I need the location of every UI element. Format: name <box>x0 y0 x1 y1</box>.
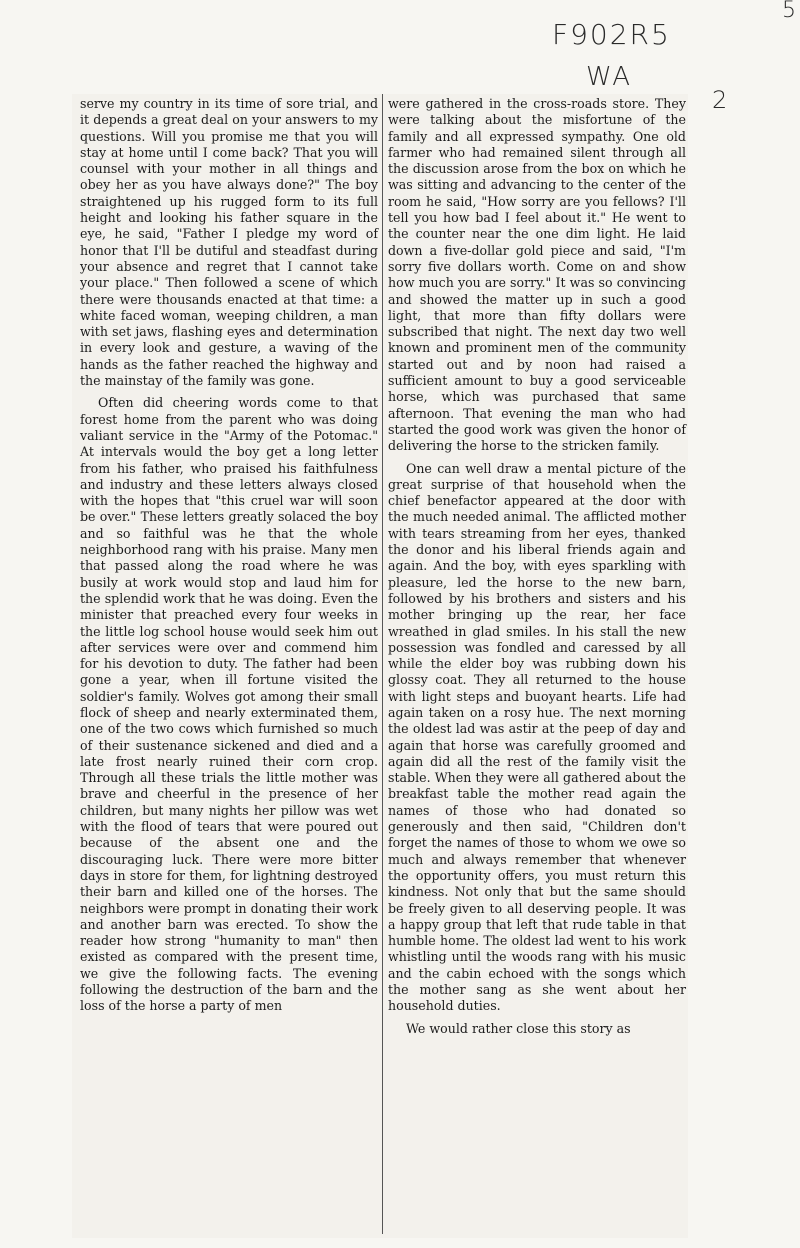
file-code-annotation: F902R5 <box>552 18 671 51</box>
newspaper-clipping <box>72 94 688 1238</box>
column-divider <box>382 94 383 1234</box>
paragraph: We would rather close this story as <box>406 1020 631 1036</box>
paragraph: One can well draw a mental picture of the great surprise of that household when the chief benefactor appeared at the door with the much needed animal. The afflicted mother with tears streaming from her eyes, thanked the donor and his liberal friends again and again. And the boy, with eyes sparkling with pleasure, led the horse to the new barn, followed by his brothers and sisters and his mother bringing up the rear, her face wreathed in glad smiles. In his stall the new possession was fondled and caressed by all while the elder boy was rubbing down his glossy coat. They all returned to the house with light steps and buoyant hearts. Life had again taken on a rosy hue. The next morning the oldest lad was astir at the peep of day and again that horse was carefully groomed and again did all the rest of the family visit the stable. When they were all gathered about the breakfast table the mother read again the names of those who had donated so generously and then said, "Children don't forget the names of those to whom we owe so much and always remember that whenever the opportunity offers, you must return this kindness. Not only that but the same should be freely given to all deserving people. It was a happy group that left that rude table in that humble home. The oldest lad went to his work whistling until the woods rang with his music and the cabin echoed with the songs which the mother sang as she went about her household duties. <box>388 460 686 1014</box>
left-column <box>80 96 378 1015</box>
paragraph: Often did cheering words come to that forest home from the parent who was doing valiant service in the "Army of the Potomac." At intervals would the boy get a long letter from his father, who praised his faithfulness and industry and these letters always closed with the hopes that "this cruel war will soon be over." These letters greatly solaced the boy and so faithful was he that the whole neighborhood rang with his praise. Many men that passed along the road where he was busily at work would stop and laud him for the splendid work that he was doing. Even the minister that preached every four weeks in the little log school house would seek him out after services were over and commend him for his devotion to duty. The father had been gone a year, when ill fortune visited the soldier's family. Wolves got among their small flock of sheep and nearly exterminated them, one of the two cows which furnished so much of their sustenance sickened and died and a late frost nearly ruined their corn crop. Through all these trials the little mother was brave and cheerful in the presence of her children, but many nights her pillow was wet with the flood of tears that were poured out because of the absent one and the discouraging luck. There were more bitter days in store for them, for lightning destroyed their barn and killed one of the horses. The neighbors were prompt in donating their work and another barn was erected. To show the reader how strong "humanity to man" then existed as compared with the present time, we give the following facts. The evening following the destruction of the barn and the loss of the horse a party of men <box>80 395 378 1014</box>
sequence-number-annotation: 2 <box>712 86 730 114</box>
right-column <box>388 96 686 1037</box>
paragraph: serve my country in its time of sore trial, and it depends a great deal on your answers to my questions. Will you promise me that you will stay at home until I come back? That you will counsel with your mother in all things and obey her as you have always done?" The boy straightened up his rugged form to its full height and looking his father square in the eye, he said, "Father I pledge my word of honor that I'll be dutiful and steadfast during your absence and regret that I cannot take your place." Then followed a scene of which there were thousands enacted at that time: a white faced woman, weeping children, a man with set jaws, flashing eyes and determination in every look and gesture, a waving of the hands as the father reached the highway and the mainstay of the family was gone. <box>80 96 378 389</box>
page-number-annotation: 5 <box>782 0 798 23</box>
paragraph: were gathered in the cross-roads store. They were talking about the misfortune of the family and all expressed sympathy. One old farmer who had remained silent through all the discussion arose from the box on which he was sitting and advancing to the center of the room he said, "How sorry are you fellows? I'll tell you how bad I feel about it." He went to the counter near the one dim light. He laid down a five-dollar gold piece and said, "I'm sorry five dollars worth. Come on and show how much you are sorry." It was so convincing and showed the matter up in such a good light, that more than fifty dollars were subscribed that night. The next day two well known and prominent men of the community started out and by noon had raised a sufficient amount to buy a good serviceable horse, which was purchased that same afternoon. That evening the man who had started the good work was given the honor of delivering the horse to the stricken family. <box>388 96 686 454</box>
initials-annotation: WA <box>586 62 633 92</box>
